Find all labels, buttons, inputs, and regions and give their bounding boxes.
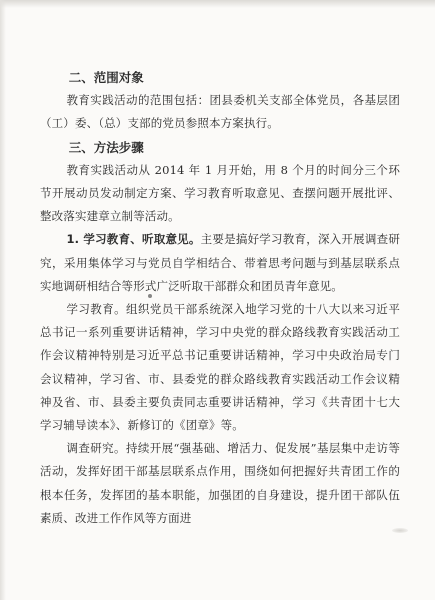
section-heading-methods: 三、方法步骤 [68,139,144,155]
section-heading-scope: 二、范围对象 [68,70,144,85]
paragraph-survey: 调查研究。持续开展“强基础、增活力、促发展”基层集中走访等活动，发挥好团干部基层联系点作用，围绕如何把握好共青团工作的根本任务，发挥团的基本职能，加强团的自身建设，提升团干部队伍素质、改进工作作风等方面进 [40,441,400,525]
scan-speck [148,294,152,298]
scan-shadow-left [0,0,6,600]
step-1-text: 主要是搞好学习教育，深入开展调查研究，采用集体学习与党员自学相结合、带着思考问题与到基层联系点实地调研相结合等形式广泛听取干部群众和团员青年意见。 [40,232,400,293]
paragraph-methods: 教育实践活动从 2014 年 1 月开始，用 8 个月的时间分三个环节开展动员发动制定方案、学习教育听取意见、查摆问题开展批评、整改落实建章立制等活动。 [40,162,400,224]
document-body [40,66,400,530]
paragraph-scope: 教育实践活动的范围包括：团县委机关支部全体党员，各基层团（工）委、（总）支部的党员参照本方案执行。 [40,93,400,131]
scan-shadow-top [0,0,435,8]
scan-stain [392,528,408,533]
step-1-label: 1. 学习教育、听取意见。 [66,232,201,247]
paragraph-step-1 [40,228,400,298]
paragraph-study: 学习教育。组织党员干部系统深入地学习党的十八大以来习近平总书记一系列重要讲话精神，学习中央党的群众路线教育实践活动工作会议精神特别是习近平总书记重要讲话精神，学习中央政治局专门会议精神，学习省、市、县委党的群众路线教育实践活动工作会议精神及省、市、县委主要负责同志重要讲话精神，学习《共青团十七大学习辅导读本》、新修订的《团章》等。 [40,302,400,433]
